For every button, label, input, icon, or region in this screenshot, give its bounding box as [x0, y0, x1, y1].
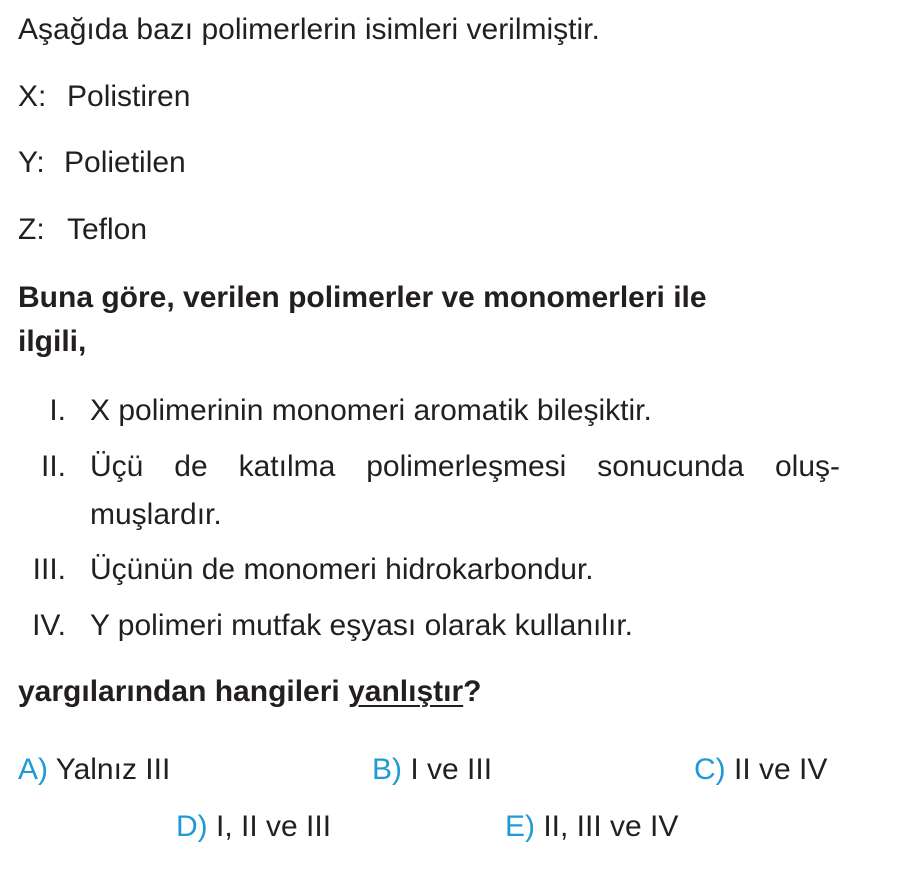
option-letter: D)	[176, 810, 208, 843]
polymer-name: Teflon	[67, 213, 148, 246]
polymer-z	[18, 212, 147, 248]
polymer-y	[18, 145, 186, 181]
polymer-x	[18, 79, 190, 115]
question-prompt	[18, 674, 481, 710]
statement-text: Y polimeri mutfak eşyası olarak kullanılır.	[90, 609, 634, 642]
option-d[interactable]	[176, 809, 331, 845]
option-letter: A)	[18, 753, 48, 786]
question-line-1: Buna göre, verilen polimerler ve monomerleri ile	[18, 281, 707, 314]
prompt-underlined: yanlıştır	[348, 675, 464, 708]
option-b[interactable]	[372, 752, 492, 788]
statement-number: III.	[32, 553, 66, 586]
prompt-text: yargılarından hangileri	[18, 675, 349, 708]
question-line-2: ilgili,	[18, 325, 87, 358]
option-text: Yalnız III	[55, 753, 171, 786]
polymer-label: X:	[18, 80, 47, 113]
option-text: II, III ve IV	[543, 810, 679, 843]
option-text: II ve IV	[734, 753, 828, 786]
statement-text: X polimerinin monomeri aromatik bileşiktir.	[90, 394, 652, 427]
statement-number: I.	[49, 394, 66, 427]
statement-text: Üçü de katılma polimerleşmesi sonucunda oluş-	[90, 450, 840, 483]
option-text: I, II ve III	[216, 810, 332, 843]
option-e[interactable]	[505, 809, 678, 845]
option-c[interactable]	[694, 752, 827, 788]
option-letter: E)	[505, 810, 535, 843]
statement-number: IV.	[32, 609, 66, 642]
polymer-name: Polietilen	[64, 146, 186, 179]
statement-text: Üçünün de monomeri hidrokarbondur.	[90, 553, 594, 586]
statement-number: II.	[40, 450, 66, 483]
statement-text: muşlardır.	[90, 498, 222, 531]
option-text: I ve III	[410, 753, 493, 786]
question-stem	[18, 276, 840, 364]
option-a[interactable]	[18, 752, 170, 788]
prompt-mark: ?	[463, 675, 482, 708]
polymer-name: Polistiren	[67, 80, 191, 113]
polymer-label: Z:	[18, 213, 45, 246]
option-letter: C)	[694, 753, 726, 786]
option-letter: B)	[372, 753, 402, 786]
intro-text: Aşağıda bazı polimerlerin isimleri verilmiştir.	[18, 13, 600, 46]
polymer-label: Y:	[18, 146, 45, 179]
